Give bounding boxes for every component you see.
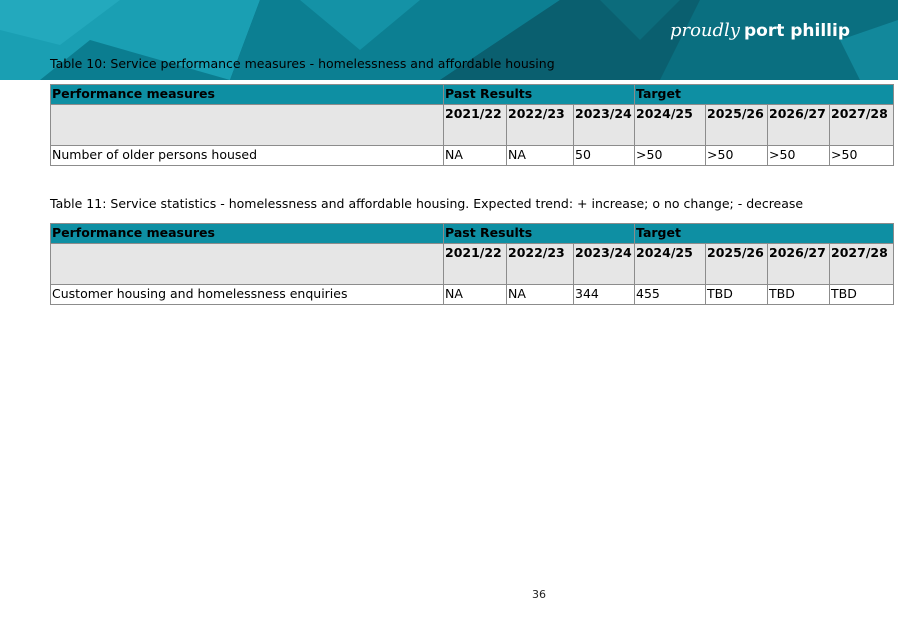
measure-header: Performance measures — [51, 85, 444, 105]
year-header-blank — [51, 244, 444, 285]
year-header: 2027/28 — [830, 244, 894, 285]
table-row — [51, 285, 894, 305]
year-header: 2025/26 — [706, 244, 768, 285]
cell-value: 50 — [574, 146, 635, 166]
measure-header: Performance measures — [51, 224, 444, 244]
past-results-header: Past Results — [444, 224, 635, 244]
year-header-blank — [51, 105, 444, 146]
year-header: 2027/28 — [830, 105, 894, 146]
cell-value: NA — [507, 146, 574, 166]
cell-value: >50 — [830, 146, 894, 166]
table-row — [51, 146, 894, 166]
table10-group-header-row — [51, 85, 894, 105]
year-header: 2024/25 — [635, 105, 706, 146]
cell-value: >50 — [768, 146, 830, 166]
cell-value: TBD — [706, 285, 768, 305]
table10-year-header-row — [51, 105, 894, 146]
cell-value: >50 — [706, 146, 768, 166]
row-label: Customer housing and homelessness enquiries — [51, 285, 444, 305]
page-number: 36 — [532, 588, 546, 601]
table11 — [50, 223, 894, 305]
cell-value: 455 — [635, 285, 706, 305]
cell-value: >50 — [635, 146, 706, 166]
year-header: 2023/24 — [574, 105, 635, 146]
target-header: Target — [635, 224, 894, 244]
row-label: Number of older persons housed — [51, 146, 444, 166]
table10-caption: Table 10: Service performance measures - homelessness and affordable housing — [50, 56, 555, 71]
year-header: 2026/27 — [768, 244, 830, 285]
logo-script: proudly — [669, 20, 740, 41]
year-header: 2026/27 — [768, 105, 830, 146]
cell-value: 344 — [574, 285, 635, 305]
table11-group-header-row — [51, 224, 894, 244]
year-header: 2025/26 — [706, 105, 768, 146]
year-header: 2022/23 — [507, 105, 574, 146]
table11-caption: Table 11: Service statistics - homelessness and affordable housing. Expected trend: + increase; o no change; - decrease — [50, 196, 804, 211]
cell-value: NA — [444, 146, 507, 166]
logo-text: port phillip — [743, 21, 850, 41]
year-header: 2022/23 — [507, 244, 574, 285]
table10 — [50, 84, 894, 166]
cell-value: TBD — [768, 285, 830, 305]
cell-value: TBD — [830, 285, 894, 305]
year-header: 2023/24 — [574, 244, 635, 285]
past-results-header: Past Results — [444, 85, 635, 105]
year-header: 2021/22 — [444, 244, 507, 285]
target-header: Target — [635, 85, 894, 105]
cell-value: NA — [507, 285, 574, 305]
table11-year-header-row — [51, 244, 894, 285]
year-header: 2021/22 — [444, 105, 507, 146]
council-logo — [670, 20, 850, 41]
year-header: 2024/25 — [635, 244, 706, 285]
cell-value: NA — [444, 285, 507, 305]
